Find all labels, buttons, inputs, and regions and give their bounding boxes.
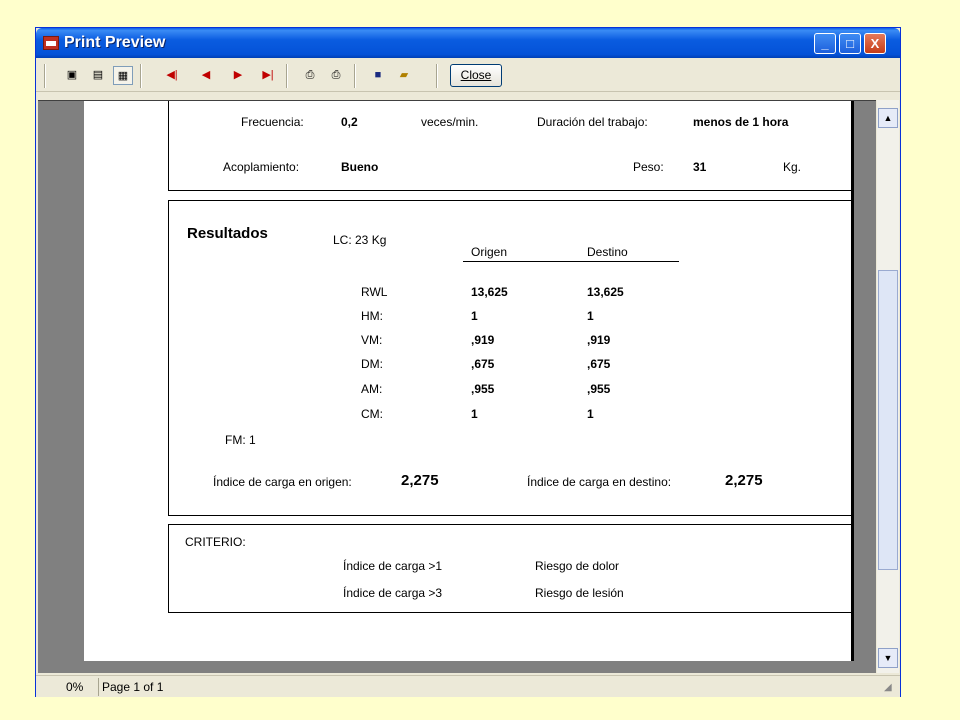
- indice-origen-value: 2,275: [401, 472, 439, 489]
- frecuencia-value: 0,2: [341, 115, 358, 129]
- criterio-riesgo: Riesgo de lesión: [535, 586, 624, 600]
- status-divider: [98, 678, 99, 696]
- maximize-button[interactable]: □: [839, 33, 861, 54]
- save-icon[interactable]: ■: [374, 69, 382, 81]
- close-button-label: Close: [460, 68, 492, 82]
- last-page-icon[interactable]: ▶|: [262, 69, 274, 81]
- lc-value: LC: 23 Kg: [333, 233, 387, 247]
- acoplamiento-label: Acoplamiento:: [223, 160, 300, 174]
- toolbar-separator: [286, 64, 288, 88]
- close-preview-button[interactable]: [450, 64, 502, 87]
- row-destino: 1: [587, 407, 594, 421]
- criterio-riesgo: Riesgo de dolor: [535, 559, 620, 573]
- preview-viewport[interactable]: [38, 100, 876, 673]
- close-window-button[interactable]: X: [864, 33, 886, 54]
- row-origen: ,955: [471, 382, 495, 396]
- next-page-icon[interactable]: ▶: [233, 69, 243, 81]
- toolbar-separator: [354, 64, 356, 88]
- parameters-box: [168, 100, 854, 191]
- vertical-scrollbar[interactable]: [877, 100, 899, 673]
- criterio-condicion: Índice de carga >3: [343, 586, 443, 600]
- duracion-label: Duración del trabajo:: [537, 115, 648, 129]
- row-label: AM:: [361, 382, 383, 396]
- window-title: Print Preview: [64, 34, 166, 51]
- criterio-condicion: Índice de carga >1: [343, 559, 443, 573]
- row-destino: ,955: [587, 382, 611, 396]
- row-label: VM:: [361, 333, 383, 347]
- print-setup-icon[interactable]: ⎙: [305, 69, 315, 81]
- print-icon[interactable]: ⎙: [331, 69, 341, 81]
- minimize-button[interactable]: _: [814, 33, 836, 54]
- first-page-icon[interactable]: ◀|: [166, 69, 178, 81]
- resize-grip-icon[interactable]: ◢: [884, 682, 892, 693]
- header-underline: [463, 261, 679, 262]
- prev-page-icon[interactable]: ◀: [201, 69, 211, 81]
- peso-unit: Kg.: [783, 160, 802, 174]
- frecuencia-unit: veces/min.: [421, 115, 479, 129]
- row-origen: 1: [471, 407, 478, 421]
- row-destino: ,675: [587, 357, 611, 371]
- criterio-box: [168, 524, 854, 613]
- row-origen: ,675: [471, 357, 495, 371]
- toolbar-separator: [44, 64, 46, 88]
- row-destino: 1: [587, 309, 594, 323]
- print-preview-window: [35, 27, 901, 697]
- one-page-icon[interactable]: ▣: [66, 69, 78, 81]
- zoom-level: 0%: [66, 680, 84, 694]
- row-origen: 13,625: [471, 285, 508, 299]
- peso-value: 31: [693, 160, 707, 174]
- resultados-title: Resultados: [187, 225, 268, 242]
- duracion-value: menos de 1 hora: [693, 115, 789, 129]
- indice-origen-label: Índice de carga en origen:: [213, 475, 352, 489]
- two-page-icon[interactable]: ▤: [92, 69, 104, 81]
- page-indicator: Page 1 of 1: [102, 680, 164, 694]
- toolbar-separator: [436, 64, 438, 88]
- row-label: HM:: [361, 309, 383, 323]
- multi-page-icon[interactable]: ▦: [113, 66, 133, 85]
- report-page: [84, 100, 854, 661]
- row-destino: ,919: [587, 333, 611, 347]
- scroll-down-icon[interactable]: ▼: [878, 648, 898, 668]
- column-header-origen: Origen: [471, 245, 508, 259]
- toolbar: [36, 58, 900, 92]
- acoplamiento-value: Bueno: [341, 160, 379, 174]
- indice-destino-label: Índice de carga en destino:: [527, 475, 672, 489]
- scroll-thumb[interactable]: [878, 270, 898, 570]
- open-icon[interactable]: ▰: [399, 69, 409, 81]
- indice-destino-value: 2,275: [725, 472, 763, 489]
- criterio-title: CRITERIO:: [185, 535, 246, 549]
- row-destino: 13,625: [587, 285, 624, 299]
- fm-value: FM: 1: [225, 433, 256, 447]
- row-label: RWL: [361, 285, 388, 299]
- scroll-up-icon[interactable]: ▲: [878, 108, 898, 128]
- peso-label: Peso:: [633, 160, 664, 174]
- title-bar[interactable]: [36, 28, 900, 58]
- app-icon: [43, 36, 59, 50]
- toolbar-separator: [140, 64, 142, 88]
- status-bar: [36, 675, 900, 697]
- row-label: CM:: [361, 407, 383, 421]
- row-label: DM:: [361, 357, 383, 371]
- resultados-box: [168, 200, 854, 516]
- row-origen: ,919: [471, 333, 495, 347]
- row-origen: 1: [471, 309, 478, 323]
- frecuencia-label: Frecuencia:: [241, 115, 304, 129]
- column-header-destino: Destino: [587, 245, 628, 259]
